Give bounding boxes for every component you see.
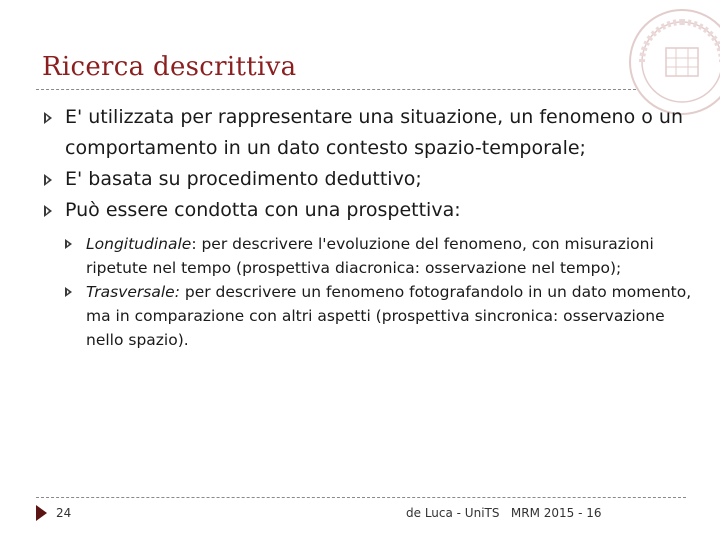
bullet-arrow-icon (65, 239, 72, 249)
bullet-arrow-icon (44, 112, 52, 124)
footer-marker-icon (36, 505, 47, 521)
sub-bullet-text: : per descrivere l'evoluzione del fenomeno, con misurazioni ripetute nel tempo (prospettiva diacronica: osservazione nel tempo); (86, 235, 654, 277)
bullet-arrow-icon (65, 287, 72, 297)
sub-bullet-term: Longitudinale (86, 235, 192, 253)
bullet-item (44, 164, 694, 195)
title-divider (36, 89, 636, 90)
page-number: 24 (56, 506, 72, 520)
bullet-arrow-icon (44, 205, 52, 217)
sub-bullet-text: per descrivere un fenomeno fotografandolo in un dato momento, ma in comparazione con altri aspetti (prospettiva sincronica: osservazione nello spazio). (86, 283, 692, 349)
sub-bullet-list (65, 232, 694, 352)
bullet-item (44, 195, 694, 226)
slide-title: Ricerca descrittiva (42, 52, 297, 82)
bullet-item (44, 102, 694, 164)
bullet-text: E' basata su procedimento deduttivo; (65, 168, 422, 190)
footer-divider (36, 497, 686, 498)
sub-bullet-term: Trasversale: (86, 283, 180, 301)
bullet-text: E' utilizzata per rappresentare una situazione, un fenomeno o un comportamento in un dato contesto spazio-temporale; (65, 106, 684, 159)
sub-bullet-item (65, 280, 694, 352)
sub-bullet-item (65, 232, 694, 280)
bullet-arrow-icon (44, 174, 52, 186)
bullet-text: Può essere condotta con una prospettiva: (65, 199, 461, 221)
slide-content (44, 102, 694, 352)
footer-credit: de Luca - UniTS MRM 2015 - 16 (406, 506, 602, 520)
